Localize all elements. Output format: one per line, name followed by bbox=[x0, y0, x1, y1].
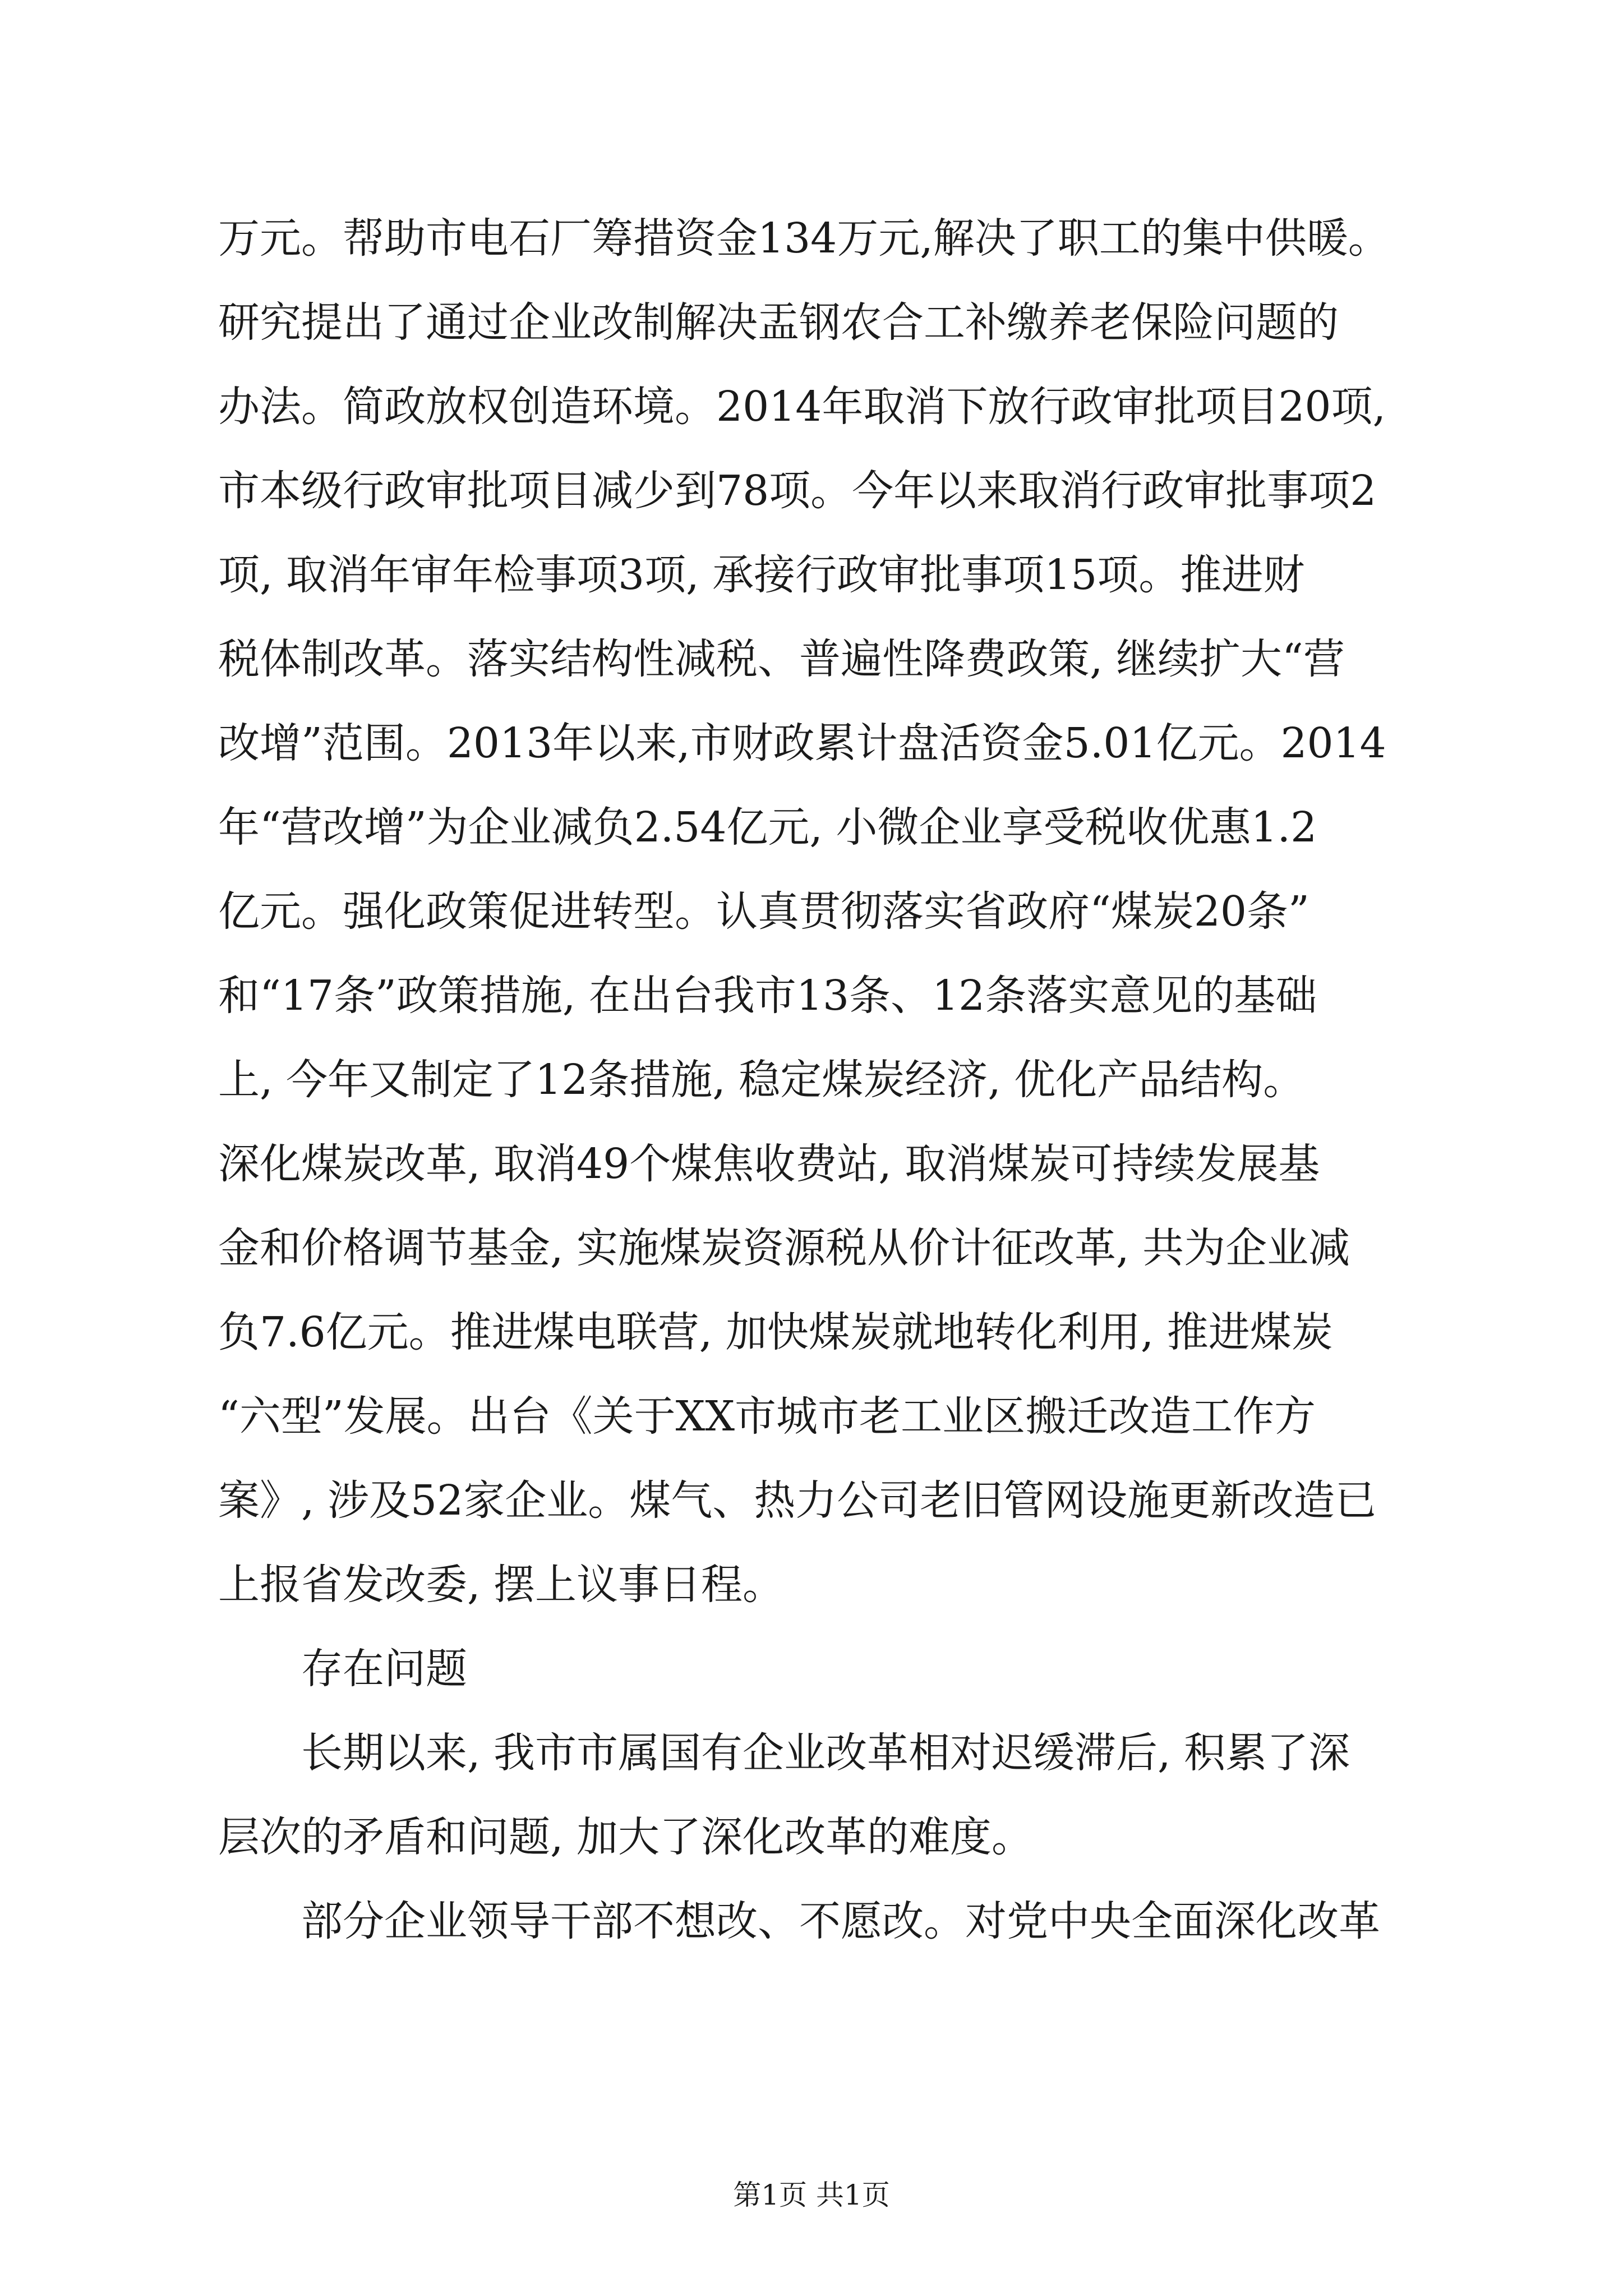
text-line: 项, 取消年审年检事项3项, 承接行政审批事项15项。推进财 bbox=[218, 551, 1305, 599]
text-line: 亿元。强化政策促进转型。认真贯彻落实省政府“煤炭20条” bbox=[218, 887, 1310, 936]
text-line: 上报省发改委, 摆上议事日程。 bbox=[218, 1561, 785, 1609]
text-line: 和“17条”政策措施, 在出台我市13条、12条落实意见的基础 bbox=[218, 972, 1317, 1020]
text-line: 税体制改革。落实结构性减税、普遍性降费政策, 继续扩大“营 bbox=[218, 635, 1345, 683]
section-heading: 存在问题 bbox=[301, 1645, 467, 1693]
text-line: 长期以来, 我市市属国有企业改革相对迟缓滞后, 积累了深 bbox=[301, 1729, 1350, 1777]
text-line: 年“营改增”为企业减负2.54亿元, 小微企业享受税收优惠1.2 bbox=[218, 803, 1317, 852]
text-line: 市本级行政审批项目减少到78项。今年以来取消行政审批事项2 bbox=[218, 467, 1377, 515]
text-line: 改增”范围。2013年以来,市财政累计盘活资金5.01亿元。2014 bbox=[218, 719, 1386, 767]
text-line: 深化煤炭改革, 取消49个煤焦收费站, 取消煤炭可持续发展基 bbox=[218, 1140, 1320, 1188]
page-footer: 第1页 共1页 bbox=[733, 2179, 890, 2211]
text-line: “六型”发展。出台《关于XX市城市老工业区搬迁改造工作方 bbox=[218, 1392, 1316, 1441]
text-line: 万元。帮助市电石厂筹措资金134万元,解决了职工的集中供暖。 bbox=[218, 214, 1390, 263]
text-line: 上, 今年又制定了12条措施, 稳定煤炭经济, 优化产品结构。 bbox=[218, 1056, 1305, 1104]
text-line: 办法。简政放权创造环境。2014年取消下放行政审批项目20项, bbox=[218, 383, 1386, 431]
text-line: 负7.6亿元。推进煤电联营, 加快煤炭就地转化利用, 推进煤炭 bbox=[218, 1308, 1333, 1356]
text-line: 案》, 涉及52家企业。煤气、热力公司老旧管网设施更新改造已 bbox=[218, 1476, 1377, 1525]
text-line: 部分企业领导干部不想改、不愿改。对党中央全面深化改革 bbox=[301, 1897, 1380, 1945]
text-line: 研究提出了通过企业改制解决盂钢农合工补缴养老保险问题的 bbox=[218, 298, 1339, 347]
text-line: 金和价格调节基金, 实施煤炭资源税从价计征改革, 共为企业减 bbox=[218, 1224, 1350, 1272]
text-line: 层次的矛盾和问题, 加大了深化改革的难度。 bbox=[218, 1813, 1034, 1861]
